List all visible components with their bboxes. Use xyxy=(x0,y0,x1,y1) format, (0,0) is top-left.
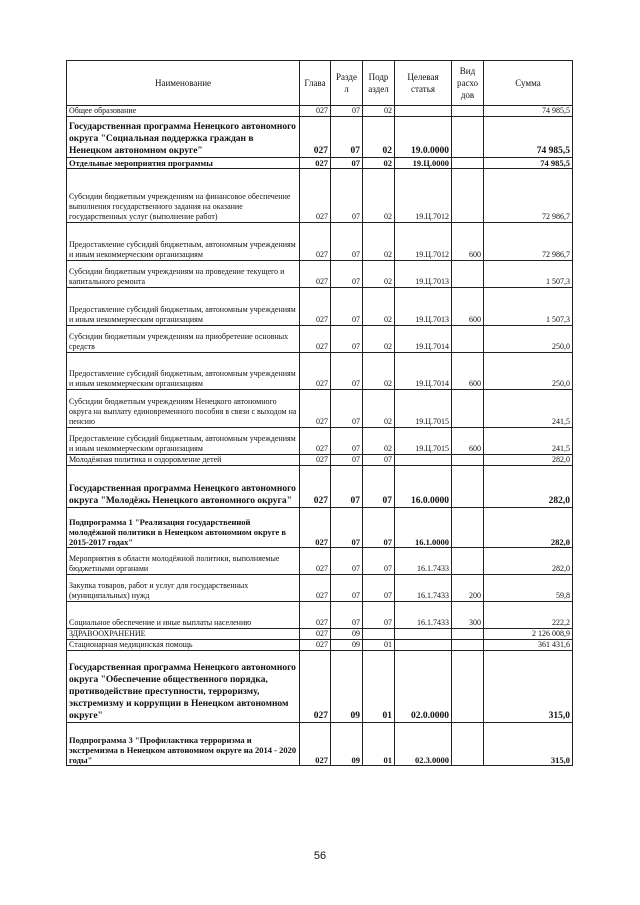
table-row xyxy=(67,261,573,288)
row-subsection: 02 xyxy=(363,169,395,223)
row-subsection: 01 xyxy=(363,651,395,723)
row-subsection: 02 xyxy=(363,390,395,428)
row-subsection: 02 xyxy=(363,326,395,353)
row-sum: 282,0 xyxy=(484,466,573,508)
row-target: 19.Ц.7015 xyxy=(395,390,452,428)
row-type xyxy=(452,106,484,117)
table-row xyxy=(67,602,573,629)
row-section: 07 xyxy=(331,602,363,629)
table-row xyxy=(67,723,573,766)
row-type xyxy=(452,629,484,640)
row-sum: 1 507,3 xyxy=(484,261,573,288)
row-sum: 361 431,6 xyxy=(484,640,573,651)
table-row xyxy=(67,288,573,326)
row-chapter: 027 xyxy=(300,117,331,158)
row-name: Закупка товаров, работ и услуг для государственных (муниципальных) нужд xyxy=(67,575,300,602)
row-chapter: 027 xyxy=(300,575,331,602)
table-row xyxy=(67,117,573,158)
row-name: Субсидии бюджетным учреждениям на проведение текущего и капитального ремонта xyxy=(67,261,300,288)
row-section: 09 xyxy=(331,640,363,651)
row-name: Субсидии бюджетным учреждениям Ненецкого автономного округа на выплату единовременного пособия в связи с выходом на пенсию xyxy=(67,390,300,428)
table-row xyxy=(67,455,573,466)
row-sum: 74 985,5 xyxy=(484,117,573,158)
row-type xyxy=(452,508,484,548)
row-section: 07 xyxy=(331,353,363,390)
row-section: 07 xyxy=(331,106,363,117)
row-target: 19.Ц.7013 xyxy=(395,288,452,326)
table-row xyxy=(67,640,573,651)
table-row xyxy=(67,575,573,602)
row-target: 19.Ц.7014 xyxy=(395,353,452,390)
row-sum: 1 507,3 xyxy=(484,288,573,326)
header-type: Вид расхо дов xyxy=(452,61,484,106)
row-target xyxy=(395,629,452,640)
header-name: Наименование xyxy=(67,61,300,106)
row-target: 19.Ц.7014 xyxy=(395,326,452,353)
row-section: 07 xyxy=(331,326,363,353)
header-target: Целевая статья xyxy=(395,61,452,106)
row-chapter: 027 xyxy=(300,106,331,117)
header-section: Разде л xyxy=(331,61,363,106)
row-sum: 74 985,5 xyxy=(484,158,573,169)
row-subsection: 02 xyxy=(363,288,395,326)
row-section: 09 xyxy=(331,629,363,640)
row-name: Государственная программа Ненецкого автономного округа "Обеспечение общественного порядка, противодействие преступности, терроризму, экстремизму и коррупции в Ненецком автономном округе" xyxy=(67,651,300,723)
row-chapter: 027 xyxy=(300,455,331,466)
row-type: 300 xyxy=(452,602,484,629)
row-type: 600 xyxy=(452,428,484,455)
row-type: 600 xyxy=(452,353,484,390)
row-section: 07 xyxy=(331,455,363,466)
row-chapter: 027 xyxy=(300,602,331,629)
row-section: 07 xyxy=(331,158,363,169)
row-name: Субсидии бюджетным учреждениям на приобретение основных средств xyxy=(67,326,300,353)
row-section: 07 xyxy=(331,428,363,455)
row-subsection: 07 xyxy=(363,575,395,602)
row-chapter: 027 xyxy=(300,158,331,169)
row-target: 16.1.7433 xyxy=(395,602,452,629)
row-name: Молодёжная политика и оздоровление детей xyxy=(67,455,300,466)
row-type xyxy=(452,466,484,508)
row-name: Стационарная медицинская помощь xyxy=(67,640,300,651)
row-subsection: 02 xyxy=(363,158,395,169)
row-sum: 250,0 xyxy=(484,326,573,353)
row-type xyxy=(452,261,484,288)
row-section: 07 xyxy=(331,288,363,326)
table-row xyxy=(67,651,573,723)
row-section: 07 xyxy=(331,466,363,508)
row-subsection: 07 xyxy=(363,466,395,508)
row-chapter: 027 xyxy=(300,640,331,651)
row-subsection: 02 xyxy=(363,353,395,390)
row-sum: 315,0 xyxy=(484,723,573,766)
row-section: 07 xyxy=(331,508,363,548)
row-type: 600 xyxy=(452,223,484,261)
row-section: 07 xyxy=(331,548,363,575)
row-target xyxy=(395,455,452,466)
row-name: Общее образование xyxy=(67,106,300,117)
row-name: Подпрограмма 3 "Профилактика терроризма и экстремизма в Ненецком автономном округе на 2014 - 2020 годы" xyxy=(67,723,300,766)
row-type: 200 xyxy=(452,575,484,602)
row-sum: 282,0 xyxy=(484,508,573,548)
row-target: 02.3.0000 xyxy=(395,723,452,766)
row-target: 02.0.0000 xyxy=(395,651,452,723)
row-section: 07 xyxy=(331,223,363,261)
row-name: Предоставление субсидий бюджетным, автономным учреждениям и иным некоммерческим организациям xyxy=(67,288,300,326)
row-name: Предоставление субсидий бюджетным, автономным учреждениям и иным некоммерческим организациям xyxy=(67,353,300,390)
row-chapter: 027 xyxy=(300,288,331,326)
row-subsection: 07 xyxy=(363,508,395,548)
table-row xyxy=(67,629,573,640)
table-row xyxy=(67,428,573,455)
row-subsection xyxy=(363,629,395,640)
row-type xyxy=(452,640,484,651)
header-subsection: Подр аздел xyxy=(363,61,395,106)
row-target: 19.Ц.7013 xyxy=(395,261,452,288)
row-name: Предоставление субсидий бюджетным, автономным учреждениям и иным некоммерческим организациям xyxy=(67,428,300,455)
row-sum: 74 985,5 xyxy=(484,106,573,117)
row-type xyxy=(452,158,484,169)
row-name: Подпрограмма 1 "Реализация государственной молодёжной политики в Ненецком автономном округе в 2015-2017 годах" xyxy=(67,508,300,548)
table-row xyxy=(67,353,573,390)
table-row xyxy=(67,508,573,548)
row-chapter: 027 xyxy=(300,629,331,640)
row-target: 16.0.0000 xyxy=(395,466,452,508)
row-sum: 59,8 xyxy=(484,575,573,602)
table-row xyxy=(67,158,573,169)
row-chapter: 027 xyxy=(300,651,331,723)
row-target: 19.Ц.0000 xyxy=(395,158,452,169)
budget-table xyxy=(66,60,573,766)
table-row xyxy=(67,390,573,428)
row-subsection: 02 xyxy=(363,261,395,288)
row-chapter: 027 xyxy=(300,508,331,548)
row-type xyxy=(452,651,484,723)
row-target: 19.Ц.7015 xyxy=(395,428,452,455)
row-target xyxy=(395,640,452,651)
row-chapter: 027 xyxy=(300,390,331,428)
row-sum: 222,2 xyxy=(484,602,573,629)
row-sum: 241,5 xyxy=(484,428,573,455)
row-sum: 315,0 xyxy=(484,651,573,723)
row-chapter: 027 xyxy=(300,169,331,223)
row-target: 16.1.7433 xyxy=(395,548,452,575)
row-name: Государственная программа Ненецкого автономного округа "Молодёжь Ненецкого автономного округа" xyxy=(67,466,300,508)
row-type xyxy=(452,169,484,223)
page-number: 56 xyxy=(313,850,327,862)
row-chapter: 027 xyxy=(300,326,331,353)
row-target: 19.0.0000 xyxy=(395,117,452,158)
row-target: 16.1.0000 xyxy=(395,508,452,548)
row-target: 19.Ц.7012 xyxy=(395,223,452,261)
row-type xyxy=(452,326,484,353)
row-type xyxy=(452,723,484,766)
table-row xyxy=(67,223,573,261)
row-subsection: 02 xyxy=(363,428,395,455)
row-chapter: 027 xyxy=(300,353,331,390)
row-type: 600 xyxy=(452,288,484,326)
row-chapter: 027 xyxy=(300,261,331,288)
row-target xyxy=(395,106,452,117)
row-sum: 72 986,7 xyxy=(484,169,573,223)
row-chapter: 027 xyxy=(300,723,331,766)
row-target: 16.1.7433 xyxy=(395,575,452,602)
row-sum: 282,0 xyxy=(484,548,573,575)
table-row xyxy=(67,106,573,117)
row-name: Государственная программа Ненецкого автономного округа "Социальная поддержка граждан в Ненецком автономном округе" xyxy=(67,117,300,158)
row-subsection: 02 xyxy=(363,223,395,261)
table-row xyxy=(67,169,573,223)
header-sum: Сумма xyxy=(484,61,573,106)
table-row xyxy=(67,548,573,575)
row-type xyxy=(452,390,484,428)
row-subsection: 01 xyxy=(363,723,395,766)
row-subsection: 07 xyxy=(363,455,395,466)
row-sum: 241,5 xyxy=(484,390,573,428)
row-subsection: 07 xyxy=(363,548,395,575)
row-section: 07 xyxy=(331,169,363,223)
row-subsection: 02 xyxy=(363,106,395,117)
row-section: 07 xyxy=(331,575,363,602)
row-section: 09 xyxy=(331,651,363,723)
row-name: ЗДРАВООХРАНЕНИЕ xyxy=(67,629,300,640)
header-row xyxy=(67,61,573,106)
row-sum: 250,0 xyxy=(484,353,573,390)
row-name: Отдельные мероприятия программы xyxy=(67,158,300,169)
row-chapter: 027 xyxy=(300,428,331,455)
row-sum: 282,0 xyxy=(484,455,573,466)
table-row xyxy=(67,466,573,508)
row-chapter: 027 xyxy=(300,548,331,575)
row-name: Мероприятия в области молодёжной политики, выполняемые бюджетными органами xyxy=(67,548,300,575)
row-section: 09 xyxy=(331,723,363,766)
row-subsection: 07 xyxy=(363,602,395,629)
row-section: 07 xyxy=(331,117,363,158)
row-subsection: 01 xyxy=(363,640,395,651)
row-sum: 2 126 008,9 xyxy=(484,629,573,640)
row-section: 07 xyxy=(331,261,363,288)
row-type xyxy=(452,548,484,575)
row-chapter: 027 xyxy=(300,466,331,508)
row-name: Субсидии бюджетным учреждениям на финансовое обеспечение выполнения государственного задания на оказание государственных услуг (выполнение работ) xyxy=(67,169,300,223)
row-sum: 72 986,7 xyxy=(484,223,573,261)
row-target: 19.Ц.7012 xyxy=(395,169,452,223)
row-chapter: 027 xyxy=(300,223,331,261)
row-subsection: 02 xyxy=(363,117,395,158)
row-name: Предоставление субсидий бюджетным, автономным учреждениям и иным некоммерческим организациям xyxy=(67,223,300,261)
row-section: 07 xyxy=(331,390,363,428)
row-type xyxy=(452,455,484,466)
header-chapter: Глава xyxy=(300,61,331,106)
row-name: Социальное обеспечение и иные выплаты населению xyxy=(67,602,300,629)
table-row xyxy=(67,326,573,353)
row-type xyxy=(452,117,484,158)
